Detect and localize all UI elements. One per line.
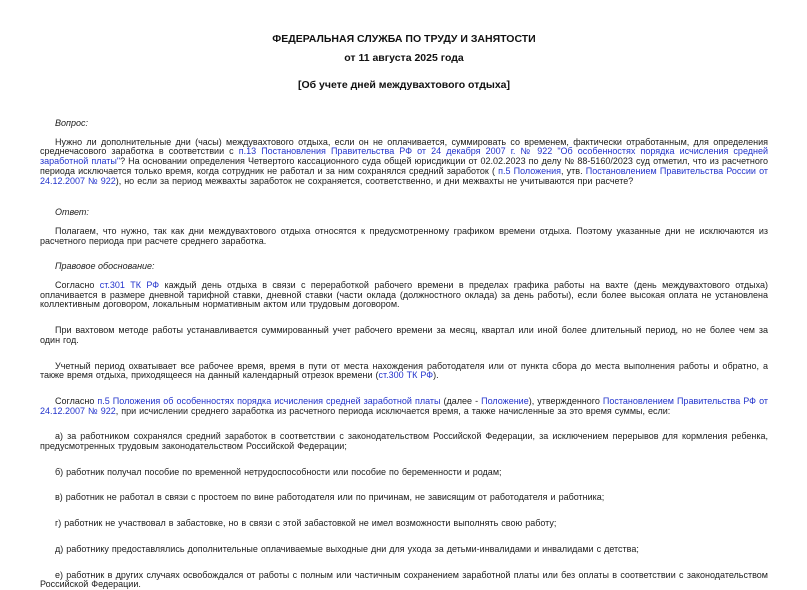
list-item-g: г) работник не участвовал в забастовке, но в связи с этой забастовкой не имел возможности выполнять свою работу; — [55, 518, 557, 529]
text-segment: (далее - — [440, 395, 482, 406]
text-segment: Согласно — [55, 280, 100, 291]
text-segment: Согласно — [55, 395, 98, 406]
legal-reference-link[interactable]: ст.301 ТК РФ — [99, 280, 160, 291]
answer-label: Ответ: — [55, 207, 89, 218]
question-label: Вопрос: — [55, 118, 88, 128]
text-segment: Учетный период охватывает все рабочее время, время в пути от места нахождения работодателя или от пункта сбора до места выполнения работы и обратно, а также время отдыха, приходящееся на данный календарный отрезок времени ( — [40, 360, 768, 381]
list-item-e: е) работник в других случаях освобождался от работы с полным или частичным сохранением заработной платы или без оплаты в соответствии с законодательством Российской Федерации. — [40, 569, 768, 590]
answer-text: Полагаем, что нужно, так как дни междувахтового отдыха относятся к предусмотренному графиком времени отдыха. Поэтому указанные дни не исключаются из расчетного периода при расчете среднего заработка. — [40, 225, 768, 246]
legal-reference-link[interactable]: Постановлением Правительства РФ от 24.12.2007 № 922 — [40, 395, 768, 416]
legal-reference-link[interactable]: п.5 Положения об особенностях порядка исчисления средней заработной платы — [97, 395, 441, 406]
text-segment: Нужно ли дополнительные дни (часы) междувахтового отдыха, если он не оплачивается, суммировать со временем, фактически отработанным, для определения среднечасового заработка в соответствии с — [40, 136, 768, 157]
question-text — [40, 138, 768, 187]
text-segment: ? На основании определения Четвертого кассационного суда общей юрисдикции от 02.02.2023 по делу № 88-5160/2023 суд отметил, что из расчетного периода исключается только время, когда сотрудник не работал и за ним сохранялся средний заработок ( — [40, 156, 768, 176]
document-authority-title: ФЕДЕРАЛЬНАЯ СЛУЖБА ПО ТРУДУ И ЗАНЯТОСТИ — [272, 33, 536, 45]
document-subject: [Об учете дней междувахтового отдыха] — [297, 79, 511, 91]
legal-reference-link[interactable]: Постановлением Правительства России от 24.12.2007 № 922 — [40, 165, 769, 186]
text-segment: ). — [433, 370, 439, 381]
legal-paragraph-st301 — [40, 281, 768, 310]
list-item-a: а) за работником сохранялся средний заработок в соответствии с законодательством Российской Федерации, за исключением перерывов для кормления ребенка, предусмотренных трудовым законодательством Российской Федерации; — [40, 431, 768, 452]
list-item-v: в) работник не работал в связи с простоем по вине работодателя или по причинам, не зависящим от работодателя и работника; — [55, 492, 605, 503]
text-segment: каждый день отдыха в связи с переработкой рабочего времени в пределах графика работы на вахте (день междувахтового отдыха) оплачивается в размере дневной тарифной ставки, дневной ставки (части оклада (должностного оклада) за день работы), если более высокая оплата не установлена коллективным договором, локальным нормативным актом или трудовым договором. — [40, 280, 768, 310]
legal-reference-link[interactable]: п.13 Постановления Правительства РФ от 24 декабря 2007 г. № 922 "Об особенностях порядка исчисления средней заработной платы" — [40, 146, 769, 167]
legal-reference-link[interactable]: п.5 Положения — [498, 165, 562, 176]
legal-reference-link[interactable]: ст.300 ТК РФ — [378, 370, 434, 381]
document-date: от 11 августа 2025 года — [344, 52, 464, 64]
text-segment: ), утвержденного — [528, 395, 603, 406]
text-segment: ), но если за период межвахты заработок не сохраняется, соответственно, и дни межвахты не учитываются при расчете? — [115, 175, 634, 186]
list-item-d: д) работнику предоставлялись дополнительные оплачиваемые выходные дни для ухода за детьми-инвалидами и инвалидами с детства; — [55, 543, 639, 554]
legal-paragraph-st300 — [40, 362, 768, 381]
legal-basis-label: Правовое обоснование: — [55, 261, 155, 272]
text-segment: , при исчислении среднего заработка из расчетного периода исключается время, а также начисленные за это время суммы, если: — [115, 405, 671, 416]
text-segment: , утв. — [561, 165, 586, 176]
legal-reference-link[interactable]: Положение — [481, 395, 529, 406]
legal-paragraph-summed-accounting — [40, 326, 768, 345]
list-item-b: б) работник получал пособие по временной нетрудоспособности или пособие по беременности и родам; — [55, 466, 502, 477]
text-segment: При вахтовом методе работы устанавливается суммированный учет рабочего времени за месяц, квартал или иной более длительный период, но не более чем за один год. — [40, 325, 768, 345]
legal-paragraph-p5-polozhenie — [40, 397, 768, 416]
